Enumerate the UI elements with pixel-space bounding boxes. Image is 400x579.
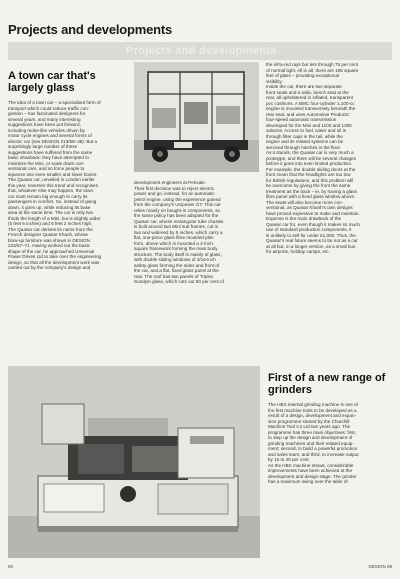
- section-title: Projects and developments: [8, 22, 173, 37]
- ghost-heading-text: Projects and developments: [126, 45, 277, 57]
- article1-column-3: the infra-red rays but lets through 75 per cent of normal light. All in all, there are 105 square feet of glass – providing exceptional visibility. Inside the car, there are two separate front seats and a wide, bench seat at the rear, all upholstered in inflated, transparent pvc cushions. A BMC four-cylinder 1,100-cc engine is mounted transversely beneath the rear seat, and uses Automotive Products' four-speed automatic transmission developed for the Mini and 1100 and 1300 saloons. Access to fuel, water and oil is through filter caps in the tail, while the engine and its related systems can be serviced through hatches in the floor. As it stands, the Quasar car is very much a prototype, and there will be several changes before it goes into even limited production. For example, the double sliding doors at the front mean that the headlights are too low for British regulations, and this problem will be overcome by giving the front the same treatment as the back – ie, by having a glass fibre panel with a fixed glass window above. The seats will also become more con- ventional, as Quasar Khanh's own designs have proved expensive to make and maintain. Expense is the main drawback of the Quasar car for, even though it makes so much use of standard production components, it is unlikely to sell for under £1,000. Thus, the Quasar's real future seems to be not as a car at all but, in a longer version, as a small bus for airports, holiday camps, etc.: [266, 62, 360, 254]
- article1-headline-line1: A town car that's: [8, 70, 96, 82]
- quasar-car-illustration: [134, 62, 259, 172]
- grinder-machine-illustration: [8, 366, 260, 558]
- magazine-footer-label: DESIGN 08: [368, 564, 392, 569]
- page-number: 60: [8, 564, 14, 569]
- article2-body: The HBX internal grinding machine is one of the first machine tools to be developed as a result of a design, development and expan- sion programme started by the Churchill Machine Tool Co Ltd two years ago. The programme has three main objectives: first, to step up the design and development of grinding machines and their related equip- ment; second, to build a powerful promotion and sales team; and third, to increase output by 15 to 20 per cent. As the HBX machine shows, considerable improvements have been achieved at the development and design stage. The grinder has a maximum swing over the table of: [268, 402, 359, 484]
- article1-column-2: development engineers at Perivale. Their first decision was to reject electric power and go, instead, for an automatic petrol engine, using the experience gained from the company's Unipower GT. This car relies mainly on bought-in components, so the same policy has been adopted for the Quasar car, whose rectangular tube chassis is built around two Mini sub frames, cut in two and widened by 5 inches, which carry a flat, one-piece glass fibre moulded plat- form, above which is mounted a 2-inch- square framework forming the main body structure. The body itself is mainly of glass, with double sliding windows of 3/16-inch safety glass forming the sides and front of the car, and a flat, fixed glass panel at the rear. The roof has two panels of Triplex Sundym glass, which cuts out 50 per cent of: [134, 180, 224, 284]
- article1-headline: [8, 70, 96, 94]
- article2-headline-line1: First of a new range of: [268, 372, 386, 384]
- article2-headline: [268, 372, 394, 396]
- quasar-car-photo: [134, 62, 259, 172]
- grinder-machine-photo: [8, 366, 260, 558]
- article2-headline-line2: grinders: [268, 384, 313, 396]
- section-rule-band: [8, 42, 392, 60]
- article1-headline-line2: largely glass: [8, 82, 75, 94]
- article1-column-1: The idea of a town car – a specialised form of transport which could reduce traffic con- gestion – has fascinated designers for several years, and many interesting suggestions have been put forward, including moke-like vehicles driven by motor cycle engines and several forms of electric car (see DESIGN 213/58–38). But a surprisingly large number of these suggestions have suffered from the same basic drawback: they have attempted to minimise the Mini, or scale down con- ventional cars, and so force people to squeeze into even smaller and lower boxes. The Quasar car, unveiled in London earlier this year, reverses this trend and recognises that, whatever else may happen, the town car must remain big enough to carry its passengers in comfort. So, instead of going down, it goes up, while reducing its base area at the same time. The car is only two thirds the length of a Mini, but is slightly wider (5 feet 6 inches) and 6 feet 2 inches high. The Quasar car derives its name from the French designer Quasar Khanh, whose blow-up furniture was shown in DESIGN 233/67–71. Having worked out the basic shape of the car, he approached Universal Power Drives Ltd to take over the engineering design, so that all the development work was carried out by the company's design and: [8, 100, 102, 270]
